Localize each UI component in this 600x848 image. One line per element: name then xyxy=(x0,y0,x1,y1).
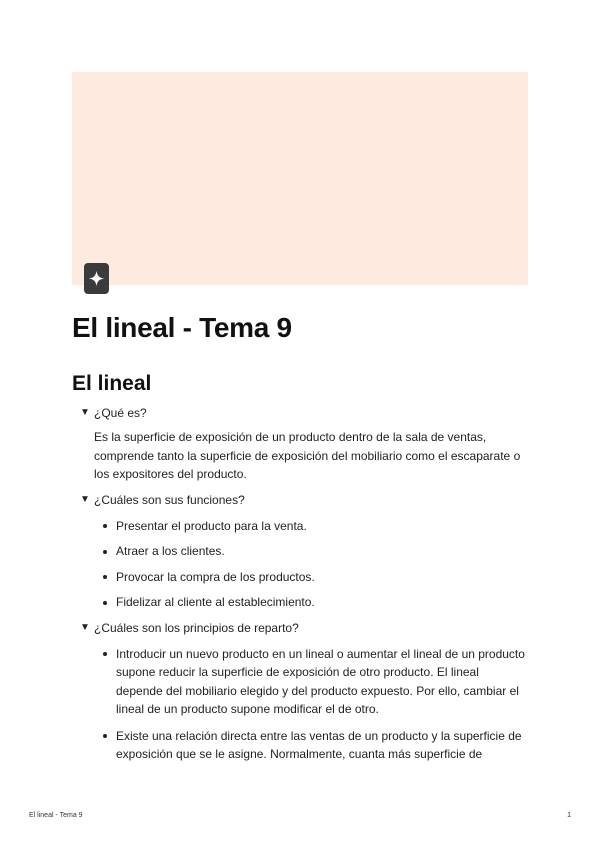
page-cover xyxy=(72,72,528,285)
toggle-body xyxy=(94,517,528,612)
toggle-header[interactable] xyxy=(80,491,528,509)
footer-title: El lineal - Tema 9 xyxy=(29,812,83,819)
sparkle-icon-glyph xyxy=(88,270,105,287)
toggle-label: ¿Cuáles son los principios de reparto? xyxy=(94,620,299,635)
toggle-label: ¿Cuáles son sus funciones? xyxy=(94,492,245,507)
footer-page-number: 1 xyxy=(567,812,571,819)
bullet-list xyxy=(94,517,528,612)
list-item: Atraer a los clientes. xyxy=(94,542,528,561)
paragraph: Es la superficie de exposición de un producto dentro de la sala de ventas, comprende tanto la superficie de exposición del mobiliario como el escaparate o los expositores del producto. xyxy=(94,430,521,481)
toggle-header[interactable] xyxy=(80,404,528,422)
toggle-funciones xyxy=(72,491,528,612)
toggle-body xyxy=(94,428,528,484)
toggle-header[interactable] xyxy=(80,619,528,637)
toggle-principios xyxy=(72,619,528,764)
page-content xyxy=(72,404,528,771)
list-item: Existe una relación directa entre las ventas de un producto y la superficie de exposición que se le asigne. Normalmente, cuanta más superficie de xyxy=(94,727,528,764)
list-item: Introducir un nuevo producto en un lineal o aumentar el lineal de un producto supone reducir la superficie de exposición de otro producto. El lineal depende del mobiliario elegido y del producto expuesto. Por ello, cambiar el lineal de un producto supone modificar el de otro. xyxy=(94,645,528,719)
list-item: Presentar el producto para la venta. xyxy=(94,517,528,536)
triangle-down-icon[interactable]: ▼ xyxy=(80,621,90,633)
triangle-down-icon[interactable]: ▼ xyxy=(80,493,90,505)
page-title: El lineal - Tema 9 xyxy=(72,312,292,343)
list-item: Provocar la compra de los productos. xyxy=(94,568,528,587)
section-heading: El lineal xyxy=(72,372,152,395)
toggle-que-es xyxy=(72,404,528,484)
toggle-label: ¿Qué es? xyxy=(94,406,147,420)
list-item: Fidelizar al cliente al establecimiento. xyxy=(94,593,528,612)
sparkle-icon[interactable] xyxy=(84,263,109,294)
toggle-body xyxy=(94,645,528,764)
bullet-list xyxy=(94,645,528,764)
triangle-down-icon[interactable]: ▼ xyxy=(80,407,90,418)
